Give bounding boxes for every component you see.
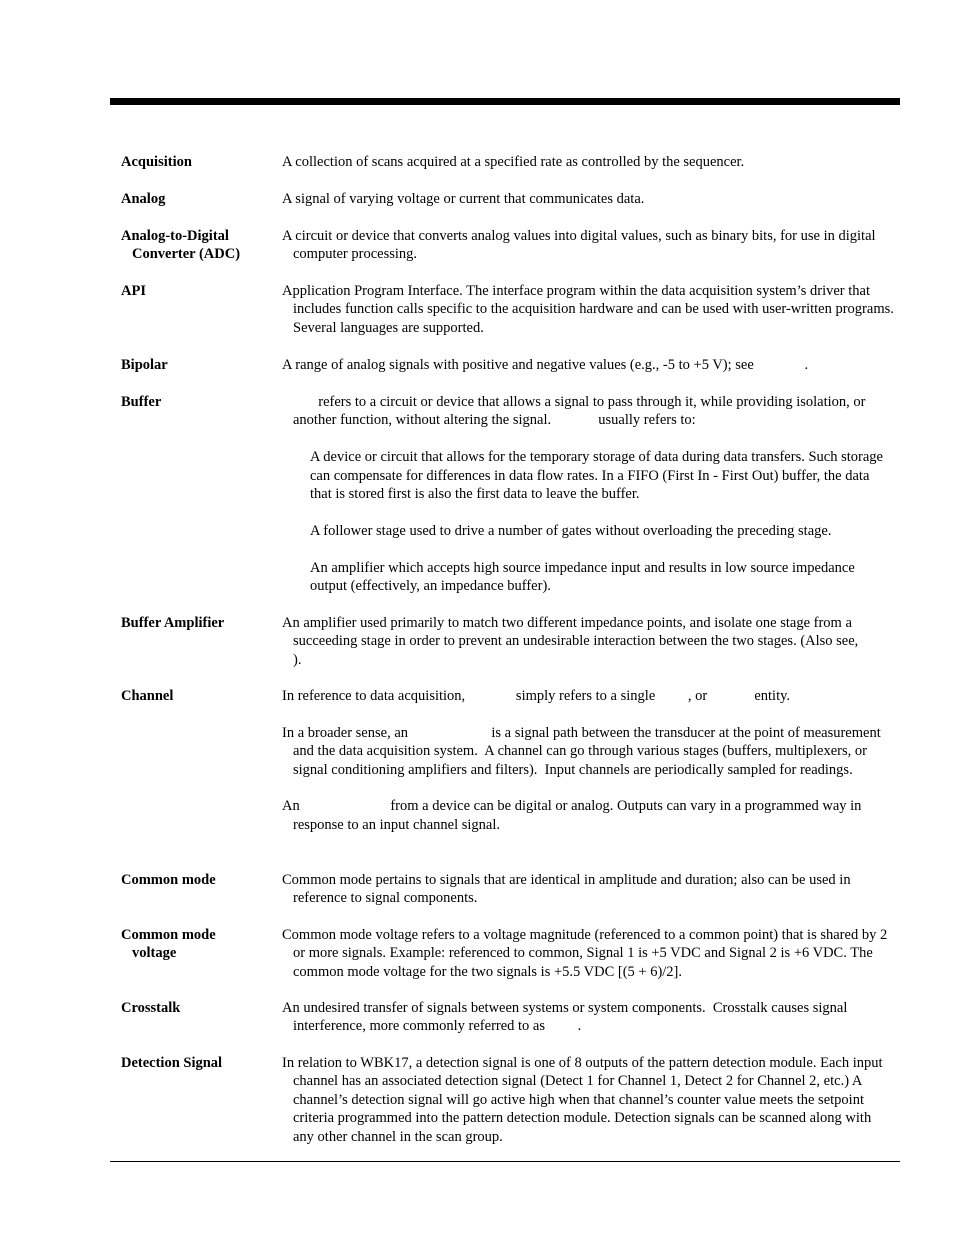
definition-paragraph: An undesired transfer of signals between systems or system components. Crosstalk causes signal interference, more commonly referred to as . — [282, 1000, 852, 1035]
definition-paragraph: A signal of varying voltage or current that communicates data. — [282, 191, 645, 207]
definition-paragraph: A collection of scans acquired at a specified rate as controlled by the sequencer. — [282, 154, 745, 170]
term: Acquisition — [121, 154, 192, 170]
definition — [282, 687, 894, 834]
bottom-rule — [110, 1161, 900, 1162]
definition — [282, 153, 894, 171]
definition-paragraph: Application Program Interface. The interface program within the data acquisition system’s driver that includes function calls specific to the acquisition hardware and can be used with user-written programs. Several languages are supported. — [282, 283, 894, 336]
definition — [282, 926, 894, 981]
term: Buffer Amplifier — [121, 615, 225, 631]
definition — [282, 393, 894, 595]
definition — [282, 871, 894, 908]
definition-paragraph: An from a device can be digital or analog. Outputs can vary in a programmed way in response to an input channel signal. — [282, 798, 866, 833]
term: Buffer — [121, 394, 162, 410]
definition-paragraph: In a broader sense, an is a signal path between the transducer at the point of measurement and the data acquisition system. A channel can go through various stages (buffers, multiplexers, or signal conditioning amplifiers and filters). Input channels are periodically sampled for readings. — [282, 724, 885, 778]
definition-paragraph: Common mode pertains to signals that are identical in amplitude and duration; also can be used in reference to signal components. — [282, 872, 851, 907]
definition-paragraph: A range of analog signals with positive and negative values (e.g., -5 to +5 V); see . — [282, 357, 809, 373]
definition-paragraph: Common mode voltage refers to a voltage magnitude (referenced to a common point) that is shared by 2 or more signals. Example: referenced to common, Signal 1 is +5 VDC and Signal 2 is +6 VDC. The common mode voltage for the two signals is +5.5 VDC [(5 + 6)/2]. — [282, 927, 888, 980]
term: API — [121, 283, 146, 299]
definition — [282, 999, 894, 1036]
definition-subitem: A follower stage used to drive a number of gates without overloading the preceding stage. — [310, 522, 832, 539]
term — [121, 926, 271, 963]
term-line: voltage — [132, 945, 177, 962]
definition-subitem: An amplifier which accepts high source impedance input and results in low source impedance output (effectively, an impedance buffer). — [310, 559, 855, 595]
definition — [282, 1054, 894, 1146]
definition-paragraph: A circuit or device that converts analog values into digital values, such as binary bits, for use in digital computer processing. — [282, 228, 876, 263]
definition-paragraph: In relation to WBK17, a detection signal is one of 8 outputs of the pattern detection module. Each input channel has an associated detection signal (Detect 1 for Channel 1, Detect 2 for Channel 2, etc.) A channel’s detection signal will go active high when that channel’s counter value meets the setpoint criteria programmed into the pattern detection module. Detection signals can be scanned along with any other channel in the scan group. — [282, 1055, 883, 1145]
definition-paragraph: An amplifier used primarily to match two different impedance points, and isolate one stage from a succeeding stage in order to prevent an undesirable interaction between the two stages. (Also see, ). — [282, 615, 902, 668]
term: Bipolar — [121, 357, 168, 373]
term-line: Converter (ADC) — [132, 246, 241, 263]
definition — [282, 227, 894, 264]
term-line: Common mode — [121, 927, 216, 943]
term: Channel — [121, 688, 174, 704]
top-rule — [110, 98, 900, 105]
definition — [282, 614, 902, 669]
definition — [282, 282, 894, 337]
term: Detection Signal — [121, 1055, 223, 1071]
term-line: Analog-to-Digital — [121, 228, 229, 244]
term: Analog — [121, 191, 166, 207]
definition-paragraph: In reference to data acquisition, simply refers to a single , or entity. — [282, 688, 791, 704]
definition — [282, 356, 894, 374]
term: Crosstalk — [121, 1000, 181, 1016]
term — [121, 227, 271, 264]
term: Common mode — [121, 872, 216, 888]
definition-paragraph: refers to a circuit or device that allows a signal to pass through it, while providing isolation, or another function, without altering the signal. usually refers to: — [282, 394, 870, 429]
definition-subitem: A device or circuit that allows for the temporary storage of data during data transfers. Such storage can compensate for differences in data flow rates. In a FIFO (First In - First Out) buffer, the data that is stored first is also the first data to leave the buffer. — [310, 449, 883, 503]
definition — [282, 190, 894, 208]
